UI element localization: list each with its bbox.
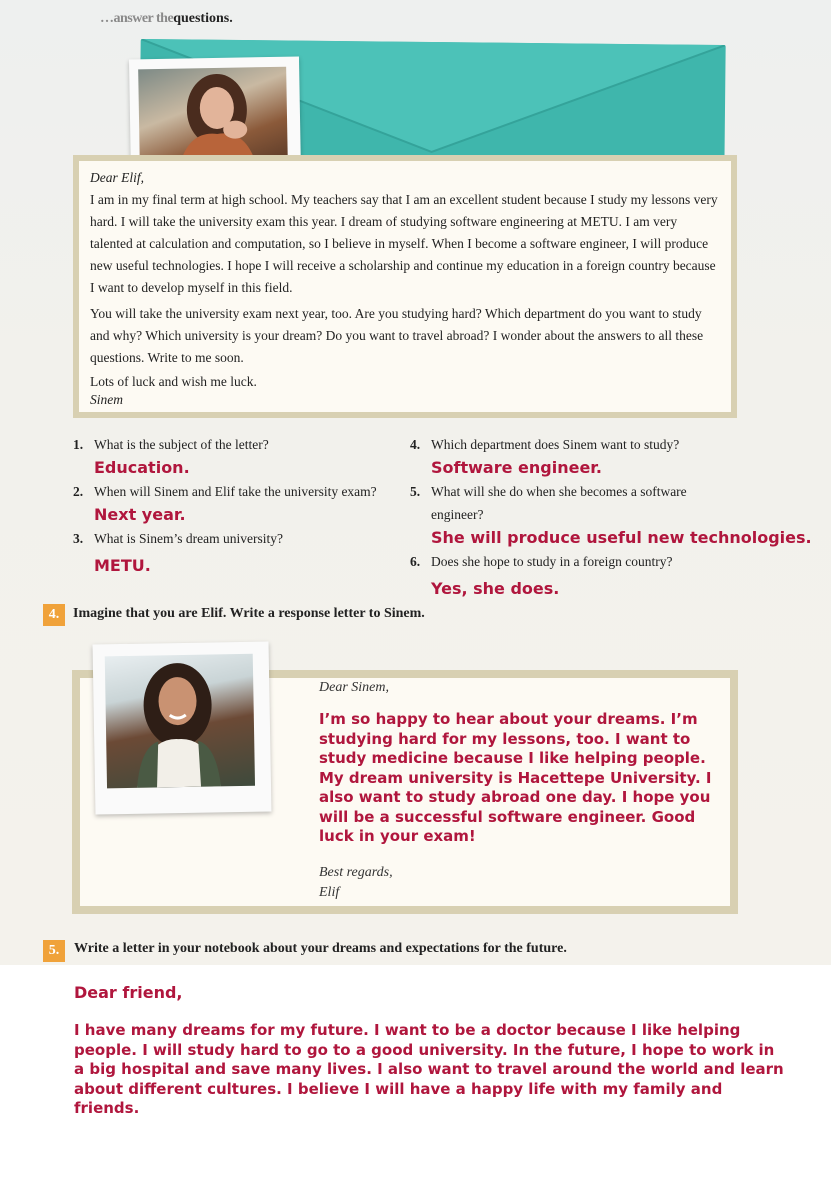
answer-5: She will produce useful new technologies. [431, 528, 812, 547]
letter2-closing: Best regards, [319, 864, 393, 880]
section-5-badge: 5. [43, 940, 65, 962]
sinem-letter-frame [73, 155, 737, 418]
top-instruction-visible: questions. [173, 11, 233, 26]
question-5: 5. What will she do when she becomes a software engineer? [410, 484, 687, 522]
letter2-signature: Elif [319, 884, 340, 900]
letter1-signature: Sinem [90, 392, 123, 407]
answer-4: Software engineer. [431, 458, 602, 477]
question-6: 6. Does she hope to study in a foreign country? [410, 554, 673, 569]
questions-right-column [410, 433, 825, 601]
letter1-paragraph-1: I am in my final term at high school. My teachers say that I am an excellent student because I study my lessons very hard. I will take the university exam this year. I dream of studying software engineering at METU. I am very talented at calculation and computation, so I believe in myself. When I become a software engineer, I will produce new useful technologies. I hope I will receive a scholarship and continue my education in a foreign country because I want to develop myself in this field. [90, 192, 718, 295]
question-2: 2. When will Sinem and Elif take the university exam? [73, 484, 377, 499]
final-letter-salutation: Dear friend, [74, 983, 183, 1002]
letter2-salutation: Dear Sinem, [319, 680, 389, 695]
letter1-paragraph-2: You will take the university exam next year, too. Are you studying hard? Which department do you want to study and why? Which university is your dream? Do you want to travel abroad? I wonder about the answers to all these questions. Write to me soon. [90, 306, 704, 365]
elif-photo [93, 641, 272, 814]
elif-photo-image [105, 654, 255, 789]
letter1-closing: Lots of luck and wish me luck. [90, 374, 257, 389]
answer-2: Next year. [94, 505, 186, 524]
section-4-instruction: Imagine that you are Elif. Write a response letter to Sinem. [73, 606, 425, 621]
answer-1: Education. [94, 458, 190, 477]
section-4-badge: 4. [43, 604, 65, 626]
answer-3: METU. [94, 556, 151, 575]
answer-6: Yes, she does. [431, 579, 560, 598]
top-instruction-faded: …answer the [100, 11, 174, 26]
question-3: 3. What is Sinem’s dream university? [73, 531, 283, 546]
sinem-photo-image [138, 67, 288, 166]
letter2-body: I’m so happy to hear about your dreams. I’m studying hard for my lessons, too. I want to study medicine because I like helping people. My dream university is Hacettepe University. I also want to study abroad one day. I hope you will be a successful software engineer. Good luck in your exam! [319, 710, 712, 845]
top-instruction [100, 11, 233, 27]
section-5-instruction: Write a letter in your notebook about your dreams and expectations for the future. [74, 941, 567, 956]
question-4: 4. Which department does Sinem want to study? [410, 437, 680, 452]
sinem-letter [79, 161, 731, 412]
letter1-salutation: Dear Elif, [90, 170, 144, 185]
question-1: 1. What is the subject of the letter? [73, 437, 269, 452]
letter2-content [319, 680, 719, 901]
questions-left-column [73, 433, 393, 578]
final-letter-body: I have many dreams for my future. I want to be a doctor because I like helping people. I will study hard to go to a good university. In the future, I hope to work in a big hospital and save many lives. I also want to travel around the world and learn about different cultures. I believe I will have a happy life with my family and friends. [74, 1021, 784, 1117]
